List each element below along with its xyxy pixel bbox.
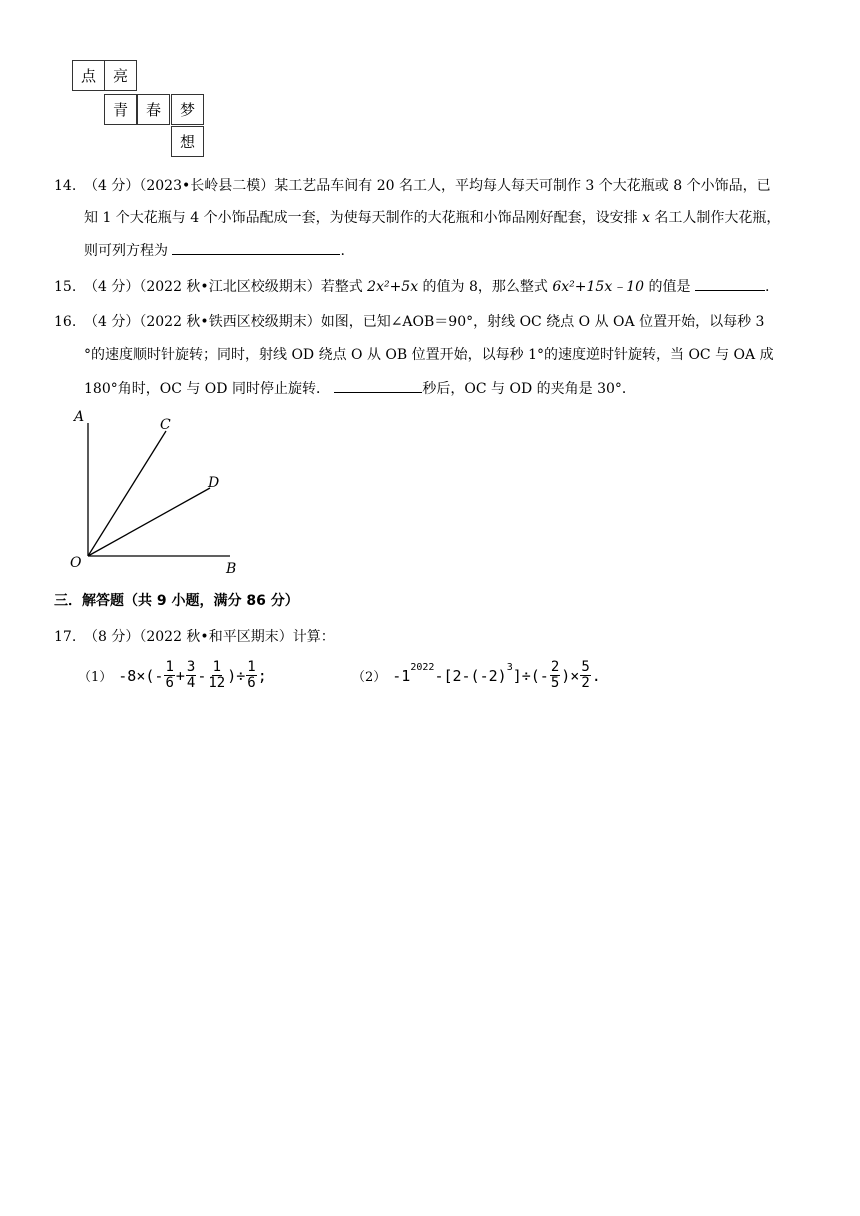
expr-text: -[2-(-2) <box>434 666 507 685</box>
q14-line3 <box>84 240 345 260</box>
section-heading: 三．解答题（共 9 小题，满分 86 分） <box>54 593 299 609</box>
q15-expr1: 2x²+5x <box>367 279 419 295</box>
q14-text2a: 知 1 个大花瓶与 4 个小饰品配成一套，为使每天制作的大花瓶和小饰品刚好配套，设安排 <box>84 210 643 226</box>
net-cell: 梦 <box>171 94 204 125</box>
fraction <box>207 660 226 691</box>
numerator: 2 <box>550 659 560 675</box>
net-cell: 点 <box>72 60 105 91</box>
part-label: （2） <box>352 670 387 685</box>
question-number: 14. <box>54 178 77 194</box>
expr-text: )× <box>561 666 580 685</box>
question-number: 15. <box>54 279 77 295</box>
q16-text1: （4 分）（2022 秋•铁西区校级期末）如图，已知∠AOB＝90°，射线 OC 绕点 O 从 OA 位置开始，以每秒 3 <box>84 314 765 330</box>
answer-blank[interactable] <box>695 276 765 291</box>
fraction <box>580 660 590 691</box>
exponent: 2022 <box>410 662 435 673</box>
q16-text3a: 180°角时，OC 与 OD 同时停止旋转． <box>84 381 330 397</box>
expr-text: ; <box>257 666 267 685</box>
q17-text: （8 分）（2022 秋•和平区期末）计算： <box>84 629 335 645</box>
question-number: 17. <box>54 629 77 645</box>
net-cell: 春 <box>137 94 170 125</box>
q14-line2 <box>84 207 780 227</box>
q14-text3: 则可列方程为 <box>84 243 168 259</box>
q17-part2 <box>352 660 601 691</box>
denominator: 6 <box>247 675 256 691</box>
expr-text: )÷ <box>227 666 246 685</box>
denominator: 12 <box>208 675 226 691</box>
numerator: 1 <box>165 659 174 675</box>
ray-od <box>88 488 210 556</box>
expr-text: - <box>197 666 207 685</box>
net-cell: 青 <box>104 94 137 125</box>
q14-line1 <box>54 175 771 195</box>
net-cell: 想 <box>171 126 204 157</box>
numerator: 5 <box>581 659 590 675</box>
q16-line2 <box>84 344 774 364</box>
expr-text: . <box>591 666 601 685</box>
q16-text3b: 秒后，OC 与 OD 的夹角是 30°． <box>422 381 636 397</box>
q15-pre: （4 分）（2022 秋•江北区校级期末）若整式 <box>84 279 368 295</box>
answer-blank[interactable] <box>172 240 340 255</box>
expr-text: + <box>175 666 185 685</box>
expr-text: -8×(- <box>118 666 164 685</box>
ray-oc <box>88 431 166 556</box>
part-label: （1） <box>78 670 113 685</box>
denominator: 5 <box>550 675 560 691</box>
expr-text: ]÷(- <box>512 666 549 685</box>
label-d: D <box>208 475 220 491</box>
q15-line <box>54 276 769 296</box>
q17-line <box>54 626 335 646</box>
q15-post: 的值是 <box>644 279 691 295</box>
net-cell: 亮 <box>104 60 137 91</box>
label-c: C <box>160 417 171 433</box>
numerator: 1 <box>212 659 222 675</box>
q16-line3 <box>84 378 636 398</box>
label-a: A <box>74 409 85 425</box>
q14-text1: （4 分）（2023•长岭县二模）某工艺品车间有 20 名工人，平均每人每天可制作 3 个大花瓶或 8 个小饰品，已 <box>84 178 771 194</box>
q15-mid: 的值为 8，那么整式 <box>418 279 553 295</box>
denominator: 2 <box>581 675 590 691</box>
fraction <box>246 660 256 691</box>
q16-line1 <box>54 311 764 331</box>
denominator: 4 <box>186 675 196 691</box>
q17-part1 <box>78 660 267 691</box>
q14-text2b: 名工人制作大花瓶， <box>649 210 781 226</box>
exponent: 3 <box>506 662 513 673</box>
angle-figure <box>60 405 260 580</box>
fraction <box>186 660 196 691</box>
answer-blank[interactable] <box>334 378 422 393</box>
numerator: 1 <box>247 659 256 675</box>
q15-expr2: 6x²+15x﹣10 <box>552 279 645 295</box>
numerator: 3 <box>186 659 196 675</box>
expr-text: -1 <box>392 666 411 685</box>
label-o: O <box>70 555 82 571</box>
q16-text2: °的速度顺时针旋转；同时，射线 OD 绕点 O 从 OB 位置开始，以每秒 1°的速度逆时针旋转，当 OC 与 OA 成 <box>84 347 774 363</box>
fraction <box>550 660 560 691</box>
q14-var: x <box>642 210 650 226</box>
label-b: B <box>226 561 237 577</box>
question-number: 16. <box>54 314 77 330</box>
q15-end: . <box>764 279 770 295</box>
denominator: 6 <box>165 675 174 691</box>
fraction <box>164 660 174 691</box>
q14-end: . <box>340 243 345 259</box>
